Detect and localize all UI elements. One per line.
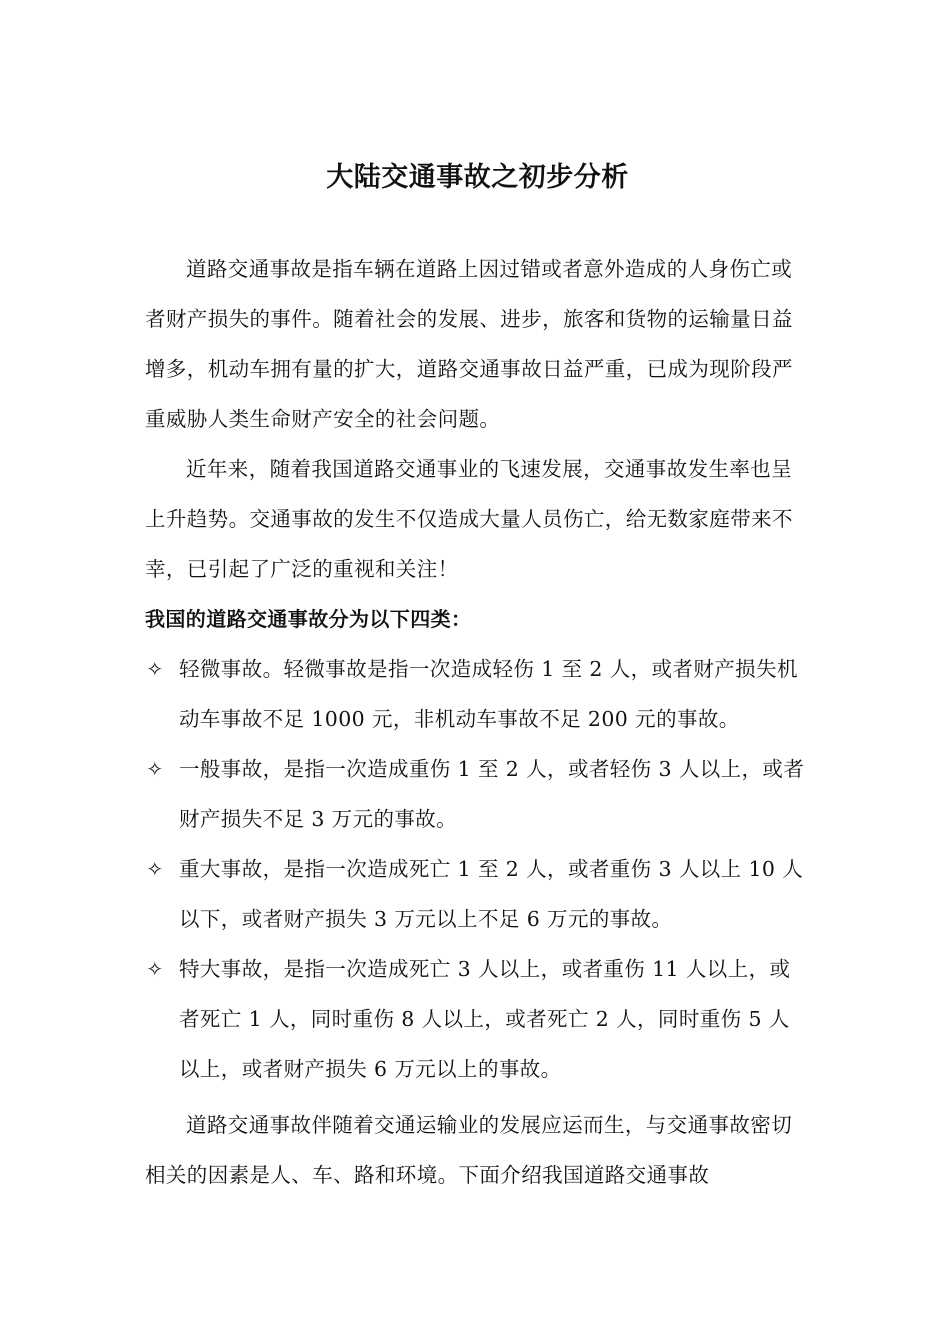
document-title: 大陆交通事故之初步分析 — [326, 162, 629, 193]
sparkle-bullet-icon: ✧ — [146, 957, 164, 981]
category-severe-text: 特大事故，是指一次造成死亡 3 人以上，或者重伤 11 人以上，或者死亡 1 人，同时重伤 8 人以上，或者死亡 2 人，同时重伤 5 人以上，或者财产损失 6 万元以上的事故。 — [179, 957, 791, 1081]
trend-paragraph: 近年来，随着我国道路交通事业的飞速发展，交通事故发生率也呈上升趋势。交通事故的发生不仅造成大量人员伤亡，给无数家庭带来不幸，已引起了广泛的重视和关注！ — [145, 457, 793, 581]
category-severe — [145, 944, 810, 1094]
category-major-text: 重大事故，是指一次造成死亡 1 至 2 人，或者重伤 3 人以上 10 人以下，或者财产损失 3 万元以上不足 6 万元的事故。 — [179, 857, 804, 931]
sparkle-bullet-icon: ✧ — [146, 857, 164, 881]
category-minor-text: 轻微事故。轻微事故是指一次造成轻伤 1 至 2 人，或者财产损失机动车事故不足 1000 元，非机动车事故不足 200 元的事故。 — [179, 657, 798, 731]
category-general — [145, 744, 810, 844]
sparkle-bullet-icon: ✧ — [146, 757, 164, 781]
category-general-text: 一般事故，是指一次造成重伤 1 至 2 人，或者轻伤 3 人以上，或者财产损失不足 3 万元的事故。 — [179, 757, 805, 831]
closing-paragraph: 道路交通事故伴随着交通运输业的发展应运而生，与交通事故密切相关的因素是人、车、路和环境。下面介绍我国道路交通事故 — [145, 1113, 793, 1187]
accident-category-list — [145, 644, 810, 1094]
intro-paragraph: 道路交通事故是指车辆在道路上因过错或者意外造成的人身伤亡或者财产损失的事件。随着社会的发展、进步，旅客和货物的运输量日益增多，机动车拥有量的扩大，道路交通事故日益严重，已成为现阶段严重威胁人类生命财产安全的社会问题。 — [145, 257, 793, 431]
section-heading: 我国的道路交通事故分为以下四类： — [145, 607, 472, 631]
document-page — [145, 150, 810, 1200]
sparkle-bullet-icon: ✧ — [146, 657, 164, 681]
category-minor — [145, 644, 810, 744]
category-major — [145, 844, 810, 944]
